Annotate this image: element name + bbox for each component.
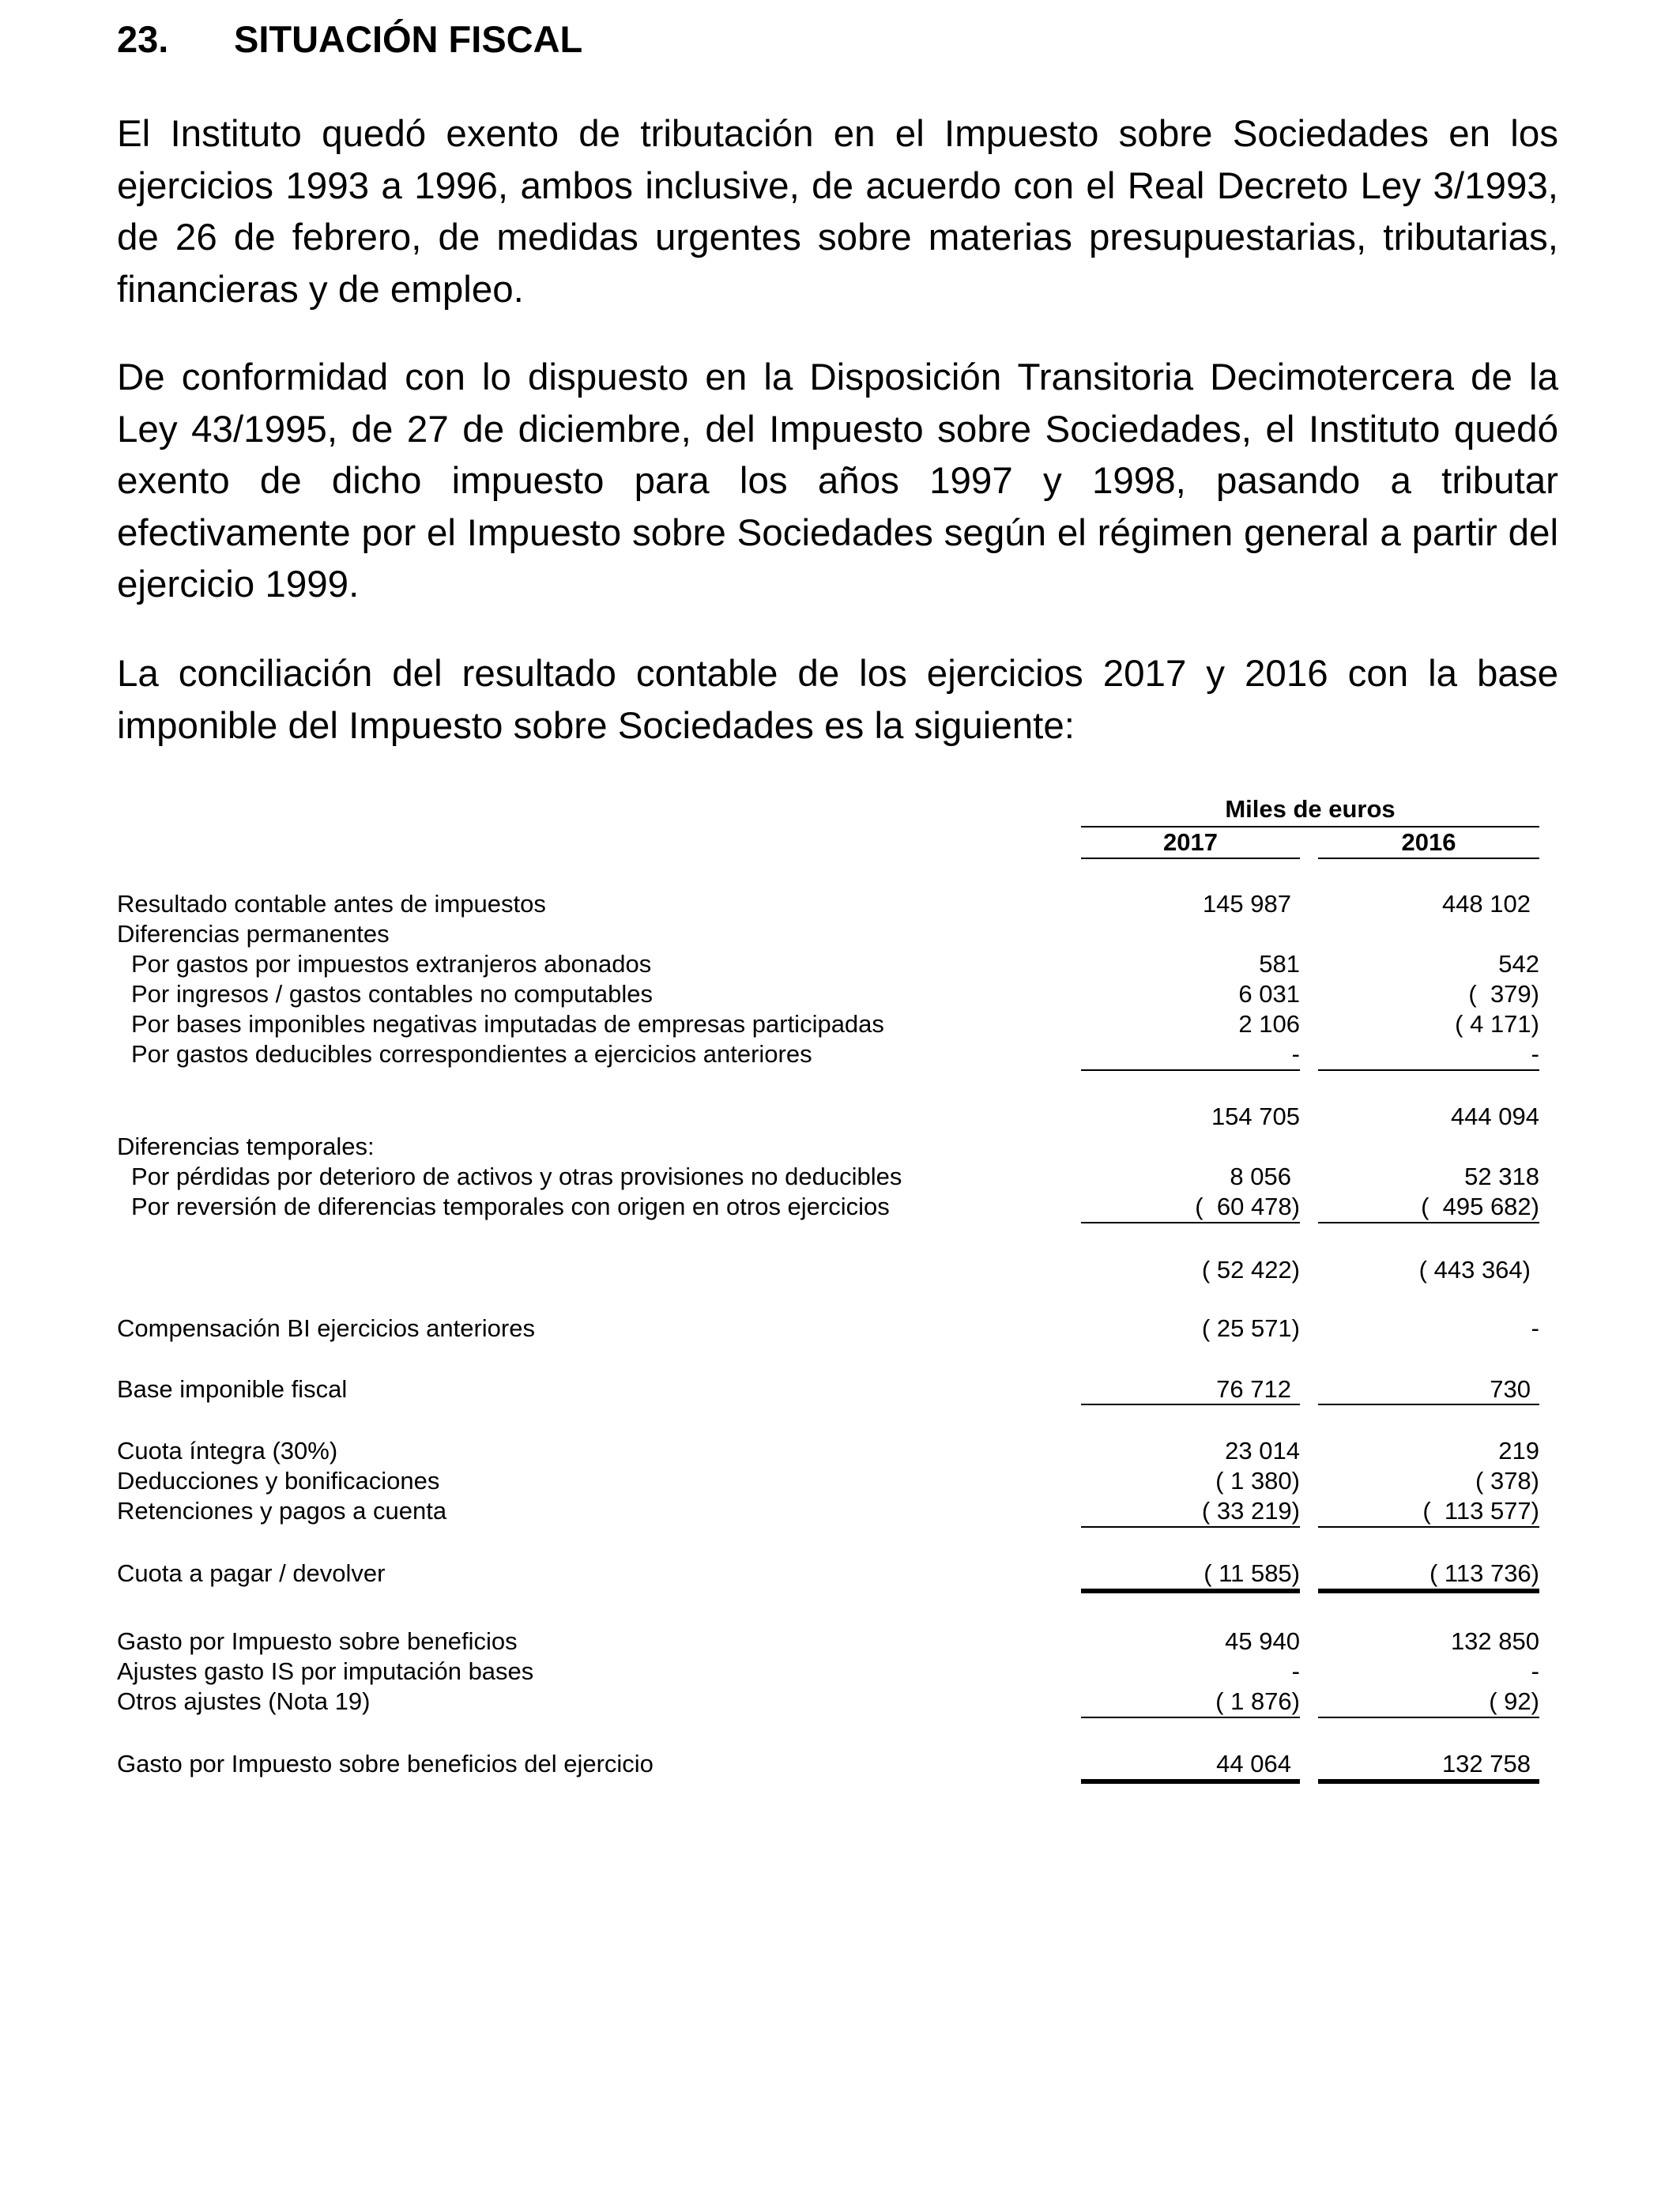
- row-label: Deducciones y bonificaciones: [117, 1467, 440, 1495]
- subtotal-rule-2017: [1081, 1222, 1300, 1223]
- value-2016: 448 102: [1441, 890, 1531, 918]
- row-label: Gasto por Impuesto sobre beneficios: [117, 1627, 518, 1655]
- value-2017: ( 33 219): [1201, 1497, 1300, 1525]
- value-2017: ( 25 571): [1201, 1314, 1300, 1342]
- unit-header: Miles de euros: [1225, 795, 1396, 823]
- value-2017: 581: [1259, 950, 1300, 978]
- value-2017: 23 014: [1225, 1437, 1300, 1465]
- subtotal-rule-2016: [1318, 1526, 1539, 1528]
- paragraph-exemption-1993-1996: El Instituto quedó exento de tributación en el Impuesto sobre Sociedades en los ejercicios 1993 a 1996, ambos inclusive, de acuerdo con el Real Decreto Ley 3/1993, de 26 de febrero, de medidas urgentes sobre materias presupuestarias, tributarias, financieras y de empleo.: [117, 113, 1558, 311]
- value-2017: -: [1291, 1657, 1300, 1685]
- row-label: Cuota íntegra (30%): [117, 1437, 338, 1465]
- subtotal-rule-2016: [1318, 1222, 1539, 1223]
- value-2017: 145 987: [1202, 890, 1291, 918]
- value-2016: ( 378): [1475, 1467, 1539, 1495]
- row-label: Diferencias permanentes: [117, 920, 390, 948]
- value-2017: 6 031: [1238, 980, 1300, 1008]
- value-2017: 2 106: [1238, 1010, 1300, 1038]
- row-label: Compensación BI ejercicios anteriores: [117, 1314, 535, 1342]
- paragraph-reconciliation-intro: La conciliación del resultado contable de los ejercicios 2017 y 2016 con la base imponible del Impuesto sobre Sociedades es la siguiente:: [117, 653, 1558, 747]
- value-2016: 730: [1490, 1375, 1531, 1403]
- subtotal-rule-2017: [1081, 1404, 1300, 1405]
- row-label: Gasto por Impuesto sobre beneficios del ejercicio: [117, 1750, 654, 1777]
- row-label: Por bases imponibles negativas imputadas de empresas participadas: [131, 1010, 884, 1038]
- row-label: Diferencias temporales:: [117, 1133, 375, 1160]
- subtotal-rule-2017: [1081, 1069, 1300, 1071]
- row-label: Por gastos por impuestos extranjeros abonados: [131, 950, 652, 978]
- section-title: SITUACIÓN FISCAL: [234, 18, 583, 60]
- row-label: Cuota a pagar / devolver: [117, 1559, 386, 1587]
- row-label: Resultado contable antes de impuestos: [117, 890, 546, 918]
- value-2016: ( 113 736): [1429, 1559, 1539, 1587]
- value-2017: 76 712: [1216, 1375, 1291, 1403]
- value-2017: ( 52 422): [1201, 1256, 1300, 1284]
- value-2016: 132 850: [1450, 1627, 1539, 1655]
- year-rule-2017: [1081, 858, 1300, 859]
- year-rule-2016: [1318, 858, 1539, 859]
- total-rule-2016: [1318, 1589, 1539, 1593]
- value-2016: ( 113 577): [1422, 1497, 1539, 1525]
- value-2016: -: [1531, 1657, 1539, 1685]
- value-2017: 45 940: [1225, 1627, 1300, 1655]
- value-2017: ( 1 876): [1215, 1687, 1300, 1715]
- value-2016: -: [1531, 1314, 1539, 1342]
- value-2016: ( 495 682): [1421, 1193, 1539, 1220]
- value-2017: 44 064: [1216, 1750, 1291, 1777]
- value-2016: 444 094: [1450, 1103, 1539, 1130]
- subtotal-rule-2017: [1081, 1717, 1300, 1718]
- value-2016: 542: [1498, 950, 1539, 978]
- total-rule-2017: [1081, 1779, 1300, 1784]
- value-2016: -: [1531, 1040, 1539, 1068]
- value-2017: -: [1291, 1040, 1300, 1068]
- value-2017: 8 056: [1230, 1163, 1291, 1190]
- section-number: 23.: [117, 18, 169, 60]
- year-header-2016: 2016: [1401, 828, 1456, 856]
- value-2017: ( 11 585): [1203, 1559, 1300, 1587]
- value-2016: ( 4 171): [1455, 1010, 1539, 1038]
- subtotal-rule-2017: [1081, 1526, 1300, 1528]
- row-label: Ajustes gasto IS por imputación bases: [117, 1657, 534, 1685]
- year-header-2017: 2017: [1163, 828, 1218, 856]
- row-label: Por ingresos / gastos contables no computables: [131, 980, 653, 1008]
- value-2016: ( 92): [1489, 1687, 1539, 1715]
- subtotal-rule-2016: [1318, 1717, 1539, 1718]
- value-2017: ( 60 478): [1195, 1193, 1300, 1220]
- value-2017: ( 1 380): [1215, 1467, 1300, 1495]
- value-2017: 154 705: [1211, 1103, 1300, 1130]
- value-2016: 132 758: [1441, 1750, 1531, 1777]
- row-label: Base imponible fiscal: [117, 1375, 348, 1403]
- total-rule-2016: [1318, 1779, 1539, 1784]
- row-label: Por pérdidas por deterioro de activos y otras provisiones no deducibles: [131, 1163, 902, 1190]
- row-label: Por gastos deducibles correspondientes a ejercicios anteriores: [131, 1040, 812, 1068]
- subtotal-rule-2016: [1318, 1404, 1539, 1405]
- value-2016: ( 443 364): [1418, 1256, 1531, 1284]
- row-label: Otros ajustes (Nota 19): [117, 1687, 371, 1715]
- row-label: Retenciones y pagos a cuenta: [117, 1497, 447, 1525]
- value-2016: ( 379): [1468, 980, 1539, 1008]
- row-label: Por reversión de diferencias temporales con origen en otros ejercicios: [131, 1193, 890, 1220]
- total-rule-2017: [1081, 1589, 1300, 1593]
- value-2016: 219: [1498, 1437, 1539, 1465]
- paragraph-exemption-1997-1998: De conformidad con lo dispuesto en la Disposición Transitoria Decimotercera de la Ley 43/1995, de 27 de diciembre, del Impuesto sobre Sociedades, el Instituto quedó exento de dicho impuesto para los años 1997 y 1998, pasando a tributar efectivamente por el Impuesto sobre Sociedades según el régimen general a partir del ejercicio 1999.: [117, 356, 1558, 605]
- subtotal-rule-2016: [1318, 1069, 1539, 1071]
- value-2016: 52 318: [1464, 1163, 1539, 1190]
